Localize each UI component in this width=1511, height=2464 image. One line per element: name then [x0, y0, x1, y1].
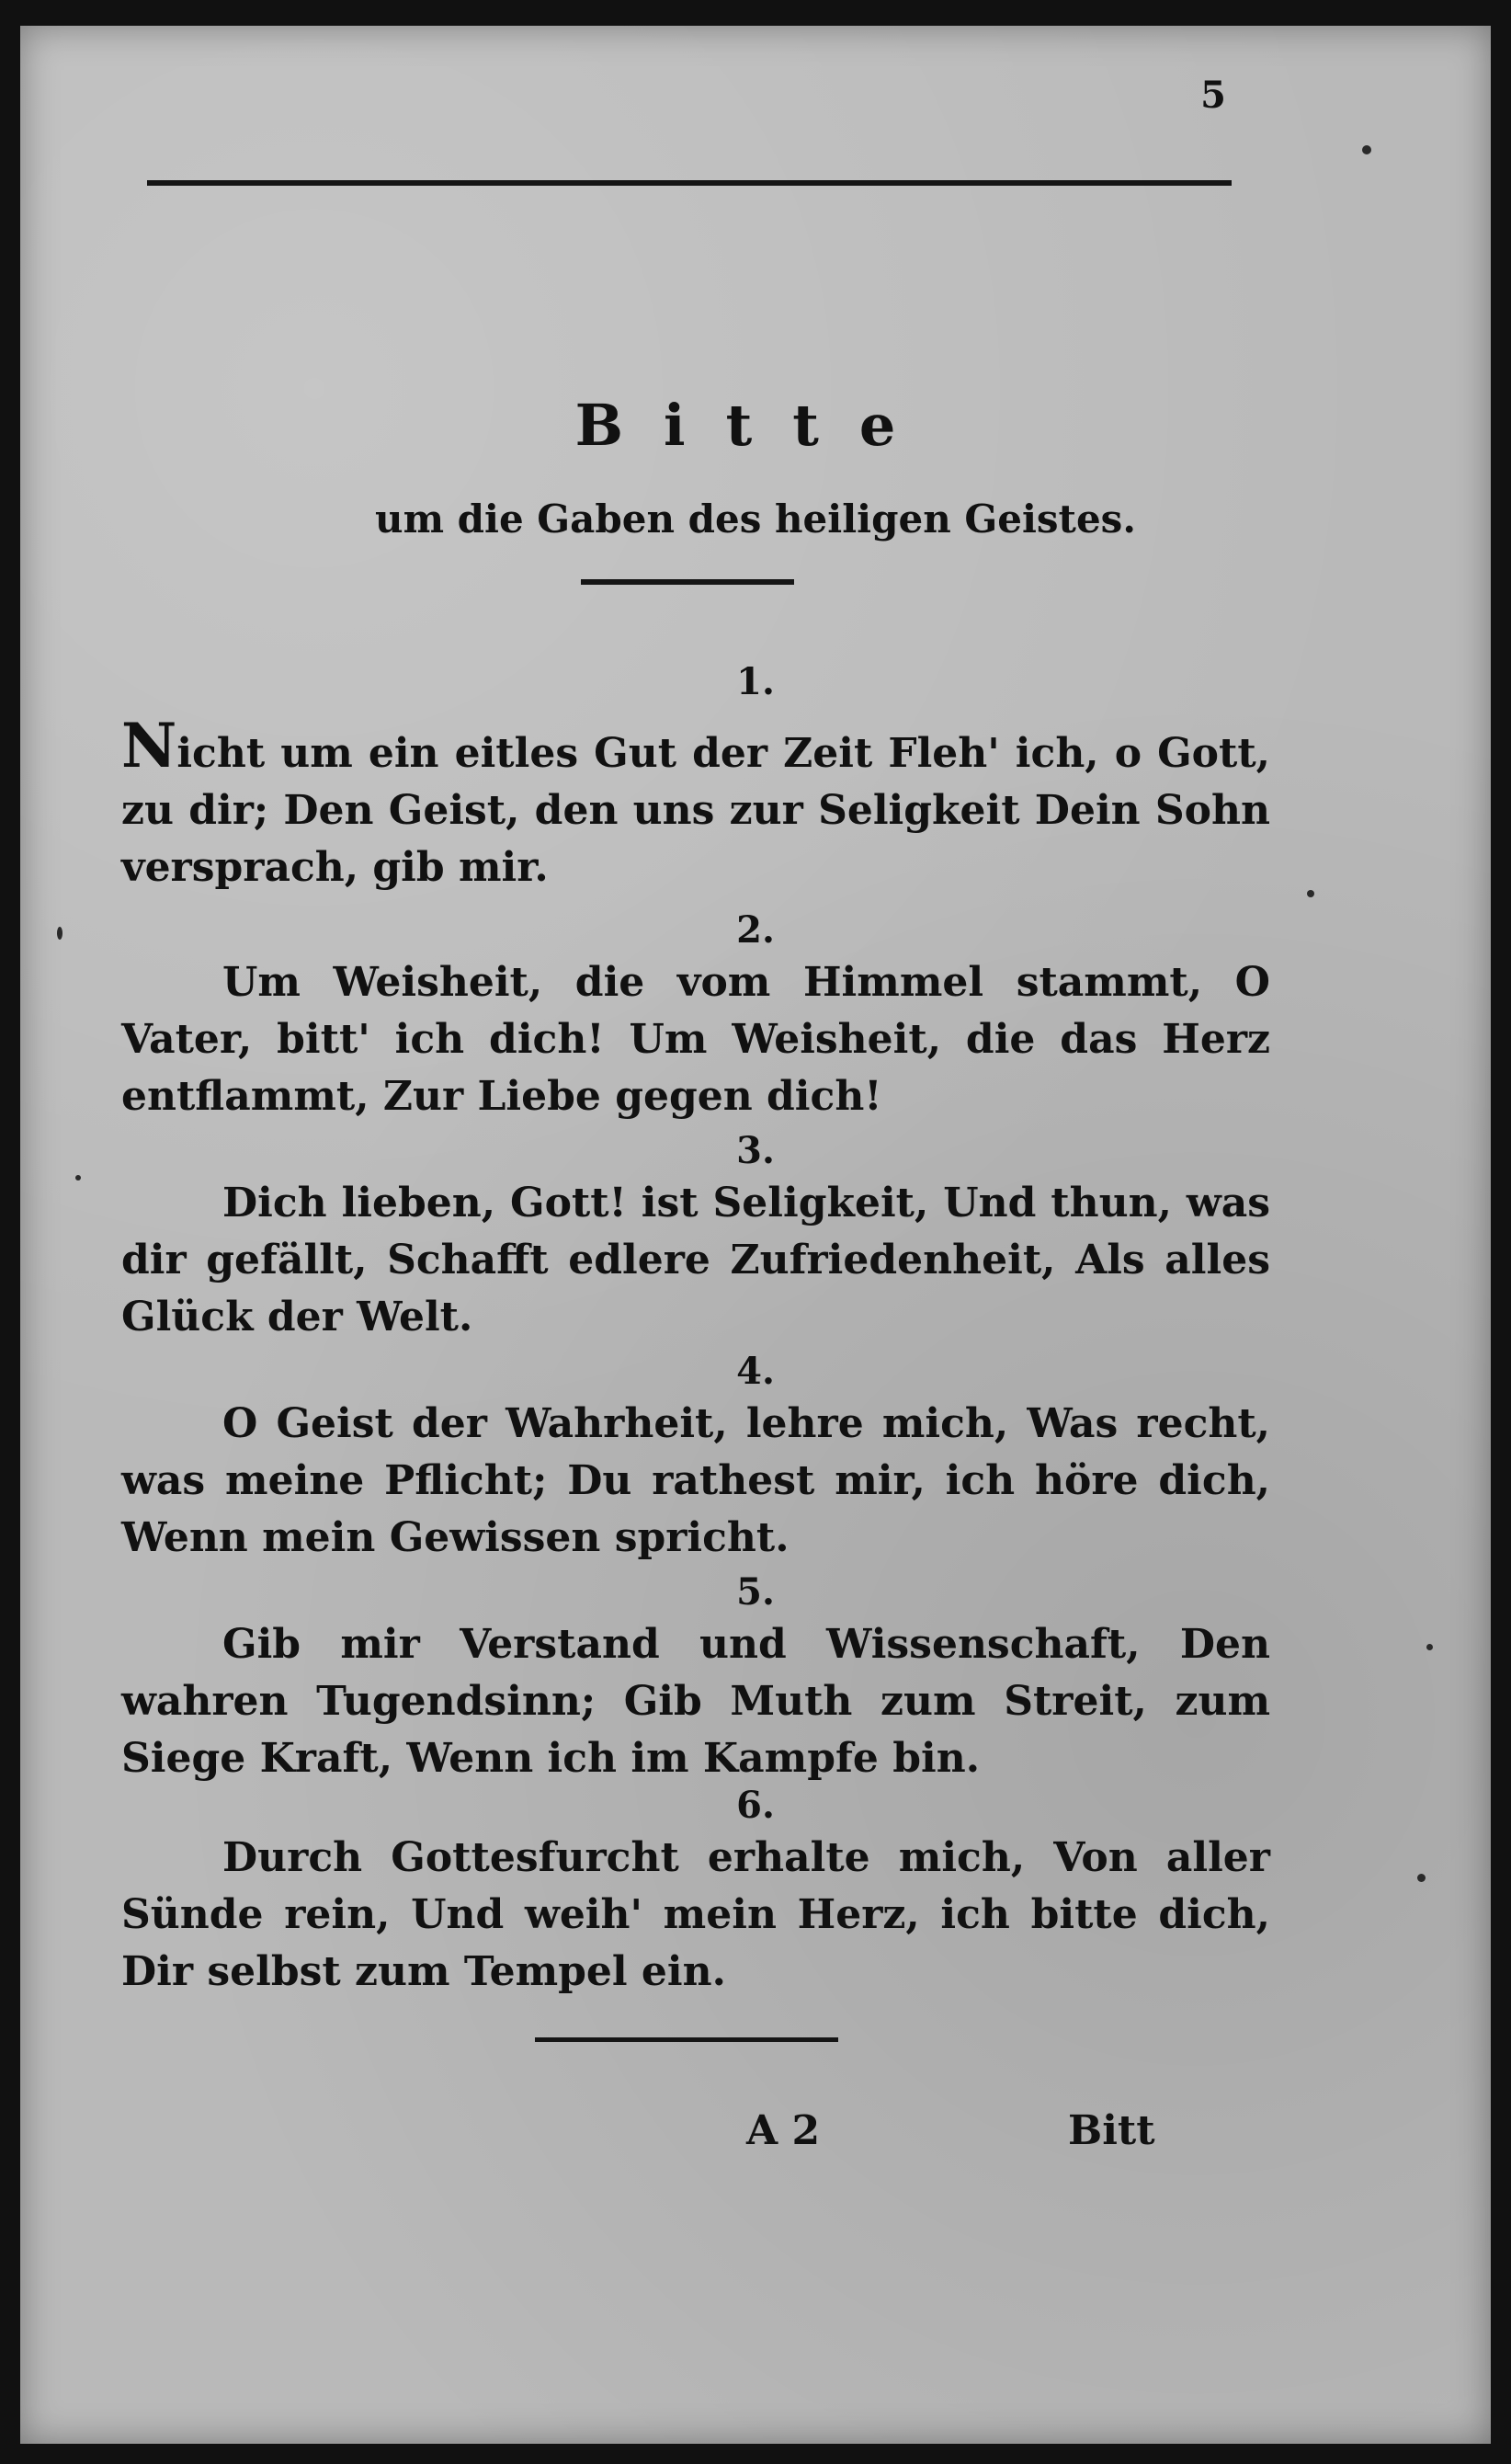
signature-mark: A 2 — [746, 2107, 821, 2154]
ink-speck — [1426, 1644, 1433, 1650]
stanza-number: 4. — [736, 1350, 775, 1393]
page-number: 5 — [1200, 74, 1226, 117]
stanza-number: 1. — [736, 660, 775, 703]
book-page — [20, 26, 1491, 2444]
stanza-1 — [121, 710, 1270, 896]
stanza-text: Durch Gottesfurcht erhalte mich, Von aller Sünde rein, Und weih' mein Herz, ich bitte dich, Dir selbst zum Tempel ein. — [121, 1834, 1270, 1995]
stanza-number: 2. — [736, 908, 775, 952]
stanza-text: icht um ein eitles Gut der Zeit Fleh' ich, o Gott, zu dir; Den Geist, den uns zur Seligkeit Dein Sohn versprach, gib mir. — [121, 730, 1270, 891]
stanza-number: 6. — [736, 1784, 775, 1827]
ink-speck — [1417, 1874, 1426, 1882]
page-subtitle: um die Gaben des heiligen Geistes. — [375, 496, 1136, 542]
stanza-text: Um Weisheit, die vom Himmel stammt, O Vater, bitt' ich dich! Um Weisheit, die das Herz entflammt, Zur Liebe gegen dich! — [121, 959, 1270, 1120]
end-rule — [535, 2037, 838, 2042]
stanza-text: Gib mir Verstand und Wissenschaft, Den wahren Tugendsinn; Gib Muth zum Streit, zum Siege Kraft, Wenn ich im Kampfe bin. — [121, 1621, 1270, 1782]
stanza-4 — [121, 1396, 1270, 1567]
stanza-text: O Geist der Wahrheit, lehre mich, Was recht, was meine Pflicht; Du rathest mir, ich höre dich, Wenn mein Gewissen spricht. — [121, 1400, 1270, 1561]
title-rule — [581, 579, 794, 585]
stanza-text: Dich lieben, Gott! ist Seligkeit, Und thun, was dir gefällt, Schafft edlere Zufriedenheit, Als alles Glück der Welt. — [121, 1180, 1270, 1340]
page-title: Bitte — [574, 392, 937, 459]
stanza-number: 3. — [736, 1129, 775, 1172]
stanza-3 — [121, 1175, 1270, 1346]
stanza-2 — [121, 954, 1270, 1125]
ink-speck — [75, 1175, 81, 1181]
ink-speck — [57, 927, 62, 940]
stanza-5 — [121, 1616, 1270, 1787]
ink-speck — [1307, 890, 1314, 897]
ink-speck — [1362, 145, 1371, 154]
header-rule — [147, 180, 1232, 186]
stanza-number: 5. — [736, 1570, 775, 1614]
catchword: Bitt — [1068, 2107, 1155, 2154]
stanza-6 — [121, 1830, 1270, 2001]
drop-initial: N — [121, 710, 177, 781]
